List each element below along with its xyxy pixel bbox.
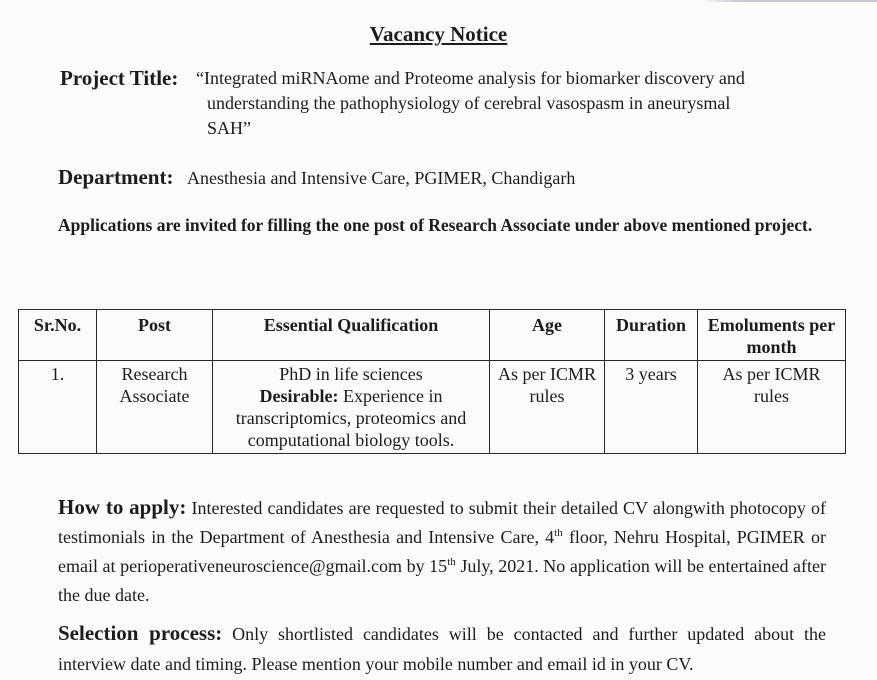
header-post: Post <box>97 310 213 361</box>
cell-age: As per ICMR rules <box>490 361 605 454</box>
selection-process-text: Only shortlisted candidates will be contacted and further updated about the interview date and timing. Please mention your mobile number and email id in your CV. <box>58 624 826 674</box>
how-to-apply-text-a: Interested candidates are requested to submit their detailed CV alongwith photocopy of testimonials in the Department of Anesthesia and Intensive Care, 4 <box>58 498 826 547</box>
selection-process-section <box>58 618 826 679</box>
desirable-label: Desirable: <box>259 386 339 406</box>
cell-emoluments: As per ICMR rules <box>698 361 846 454</box>
cell-srno: 1. <box>19 361 97 454</box>
how-to-apply-text-b: floor, Nehru Hospital, PGIMER or email at perioperativeneuroscience@gmail.com by 15 <box>58 527 826 576</box>
header-qualification: Essential Qualification <box>213 310 490 361</box>
desirable-detail: Experience in transcriptomics, proteomics and computational biology tools. <box>235 386 467 450</box>
ordinal-suffix: th <box>554 527 563 539</box>
cell-qualification <box>213 361 490 454</box>
page-title: Vacancy Notice <box>369 22 508 46</box>
project-title-line-3: SAH” <box>207 118 251 138</box>
ordinal-suffix: th <box>447 556 456 568</box>
cell-duration: 3 years <box>605 361 698 454</box>
selection-process-label: Selection process: <box>58 621 223 645</box>
project-title-label: Project Title: <box>60 66 179 90</box>
header-srno: Sr.No. <box>19 310 97 361</box>
header-emoluments: Emoluments per month <box>698 310 846 361</box>
applications-invited-text: Applications are invited for filling the one post of Research Associate under above mentioned project. <box>58 215 813 235</box>
header-duration: Duration <box>605 310 698 361</box>
table-row <box>19 361 846 454</box>
top-border-line <box>0 0 877 2</box>
department-value: Anesthesia and Intensive Care, PGIMER, Chandigarh <box>186 168 576 188</box>
desirable-text <box>219 385 483 451</box>
cell-post: Research Associate <box>97 361 213 454</box>
qualification-text: PhD in life sciences <box>279 364 423 384</box>
project-title-section <box>60 66 840 141</box>
project-title-line-2: understanding the pathophysiology of cerebral vasospasm in aneurysmal <box>207 93 731 113</box>
vacancy-table <box>18 309 846 454</box>
how-to-apply-text-c: July, 2021. No application will be entertained after the due date. <box>58 556 826 605</box>
project-title-line-1: “Integrated miRNAome and Proteome analysis for biomarker discovery and <box>196 68 745 88</box>
department-label: Department: <box>58 165 174 189</box>
how-to-apply-label: How to apply: <box>58 495 187 519</box>
how-to-apply-section <box>58 493 826 610</box>
table-header-row <box>19 310 846 361</box>
header-age: Age <box>490 310 605 361</box>
department-section <box>58 165 575 190</box>
